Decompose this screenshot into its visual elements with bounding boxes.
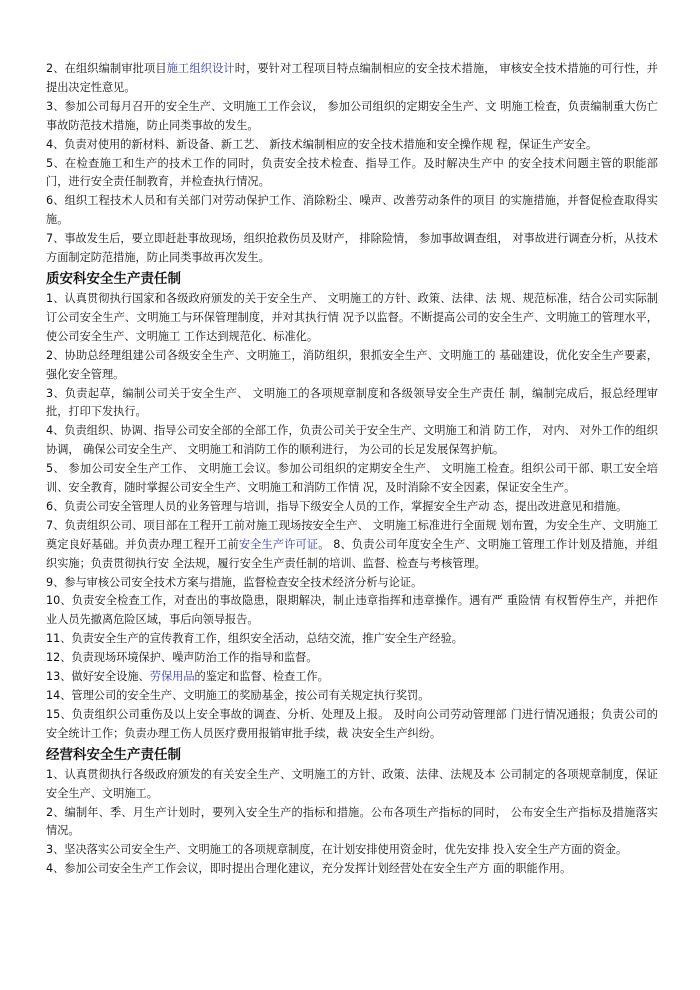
link-safety-permit[interactable]: 安全生产许可证: [238, 537, 319, 551]
paragraph-a5: 5、在检查施工和生产的技术工作的同时，负责安全技术检查、指导工作。及时解决生产中 的安全技术问题主管的职能部门，进行安全责任制教育，并检查执行情况。: [46, 156, 658, 189]
paragraph-a6: 6、组织工程技术人员和有关部门对劳动保护工作、消除粉尘、噪声、改善劳动条件的项目 的实施措施，并督促检查取得实施。: [46, 194, 658, 227]
paragraph-b3: 3、负责起草，编制公司关于安全生产、 文明施工的各项规章制度和各级领导安全生产责任 制，编制完成后，报总经理审批，打印下发执行。: [46, 386, 658, 419]
paragraph-b4: 4、负责组织、协调、指导公司安全部的全部工作，负责公司关于安全生产、文明施工和消 防工作， 对内、 对外工作的组织协调， 确保公司安全生产、 文明施工和消防工作的顺利进行， 为公司的长足发展保驾护航。: [46, 424, 658, 457]
paragraph-c3: 3、坚决落实公司安全生产、文明施工的各项规章制度，在计划安排使用资金时，优先安排 投入安全生产方面的资金。: [46, 843, 628, 857]
paragraph-a4: 4、负责对使用的新材料、新设备、新工艺、 新技术编制相应的安全技术措施和安全操作规 程，保证生产安全。: [46, 137, 598, 151]
link-protective-equipment[interactable]: 劳保用品: [149, 670, 195, 684]
paragraph-b9: 9、参与审核公司安全技术方案与措施，监督检查安全技术经济分析与论证。: [46, 575, 423, 589]
section-heading-business: 经营科安全生产责任制: [46, 746, 181, 763]
paragraph-b14: 14、管理公司的安全生产、文明施工的奖励基金，按公司有关规定执行奖罚。: [46, 689, 430, 702]
paragraph-b12: 12、负责现场环境保护、噪声防治工作的指导和监督。: [46, 651, 318, 665]
paragraph-b15: 15、负责组织公司重伤及以上安全事故的调查、分析、处理及上报。 及时向公司劳动管理部 门进行情况通报；负责公司的安全统计工作；负责办理工伤人员医疗费用报销审批手续，裁 决安全生产纠纷。: [46, 707, 658, 740]
paragraph-b2: 2、协助总经理组建公司各级安全生产、文明施工，消防组织，狠抓安全生产、文明施工的 基础建设，优化安全生产要素，强化安全管理。: [46, 348, 658, 381]
paragraph-b11: 11、负责安全生产的宣传教育工作，组织安全活动，总结交流，推广安全生产经验。: [46, 632, 463, 646]
paragraph-b5: 5、 参加公司安全生产工作、 文明施工会议。参加公司组织的定期安全生产、 文明施工检查。组织公司干部、职工安全培训、安全教育，随时掌握公司安全生产、文明施工和消防工作情 况，及时消除不安全因素，保证安全生产。: [46, 462, 658, 495]
paragraph-a2: 2、在组织编制审批项目施工组织设计时，要针对工程项目特点编制相应的安全技术措施， 审核安全技术措施的可行性，并提出决定性意见。: [46, 62, 658, 94]
section-heading-quality-safety: 质安科安全生产责任制: [46, 270, 181, 287]
document-page: [46, 60, 658, 879]
paragraph-b7: 7、负责组织公司、项目部在工程开工前对施工现场按安全生产、 文明施工标准进行全面规 划布置，为安全生产、文明施工奠定良好基础。并负责办理工程开工前安全生产许可证。 8、负责公司年度安全生产、文明施工管理工作计划及措施，并组织实施；负责贯彻执行安 全法规，履行安全生产责任制的培训、监督、检查与考核管理。: [46, 518, 658, 570]
paragraph-b1: 1、认真贯彻执行国家和各级政府颁发的关于安全生产、 文明施工的方针、政策、法律、法 规、规范标准，结合公司实际制订公司安全生产、文明施工与环保管理制度，并对其执行情 况予以监督。不断提高公司的安全生产、文明施工的管理水平，使公司安全生产、文明施工 工作达到规范化、标准化。: [46, 291, 658, 343]
paragraph-b13: 13、做好安全设施、劳保用品的鉴定和监督、检查工作。: [46, 670, 329, 684]
paragraph-b6: 6、负责公司安全管理人员的业务管理与培训，指导下级安全人员的工作，掌握安全生产动 态，提出改进意见和措施。: [46, 499, 628, 513]
paragraph-c1: 1、认真贯彻执行各级政府颁发的有关安全生产、文明施工的方针、政策、法律、法规及本 公司制定的各项规章制度，保证安全生产、文明施工。: [46, 767, 658, 800]
paragraph-a3: 3、参加公司每月召开的安全生产、文明施工工作会议， 参加公司组织的定期安全生产、文 明施工检查，负责编制重大伤亡事故防范技术措施，防止同类事故的发生。: [46, 99, 658, 132]
paragraph-b10: 10、负责安全检查工作，对查出的事故隐患，限期解决，制止违章指挥和违章操作。遇有严 重险情 有权暂停生产，并把作业人员先撤离危险区域，事后向领导报告。: [46, 594, 658, 627]
paragraph-c2: 2、编制年、季、月生产计划时，要列入安全生产的指标和措施。公布各项生产指标的同时， 公布安全生产指标及措施落实情况。: [46, 805, 658, 838]
link-construction-design[interactable]: 施工组织设计: [166, 62, 235, 75]
paragraph-a7: 7、事故发生后，要立即赶赴事故现场，组织抢救伤员及财产， 排除险情， 参加事故调查组， 对事故进行调查分析，从技术方面制定防范措施，防止同类事故再次发生。: [46, 232, 658, 265]
paragraph-c4: 4、参加公司安全生产工作会议，即时提出合理化建议，充分发挥计划经营处在安全生产方 面的职能作用。: [46, 862, 572, 876]
